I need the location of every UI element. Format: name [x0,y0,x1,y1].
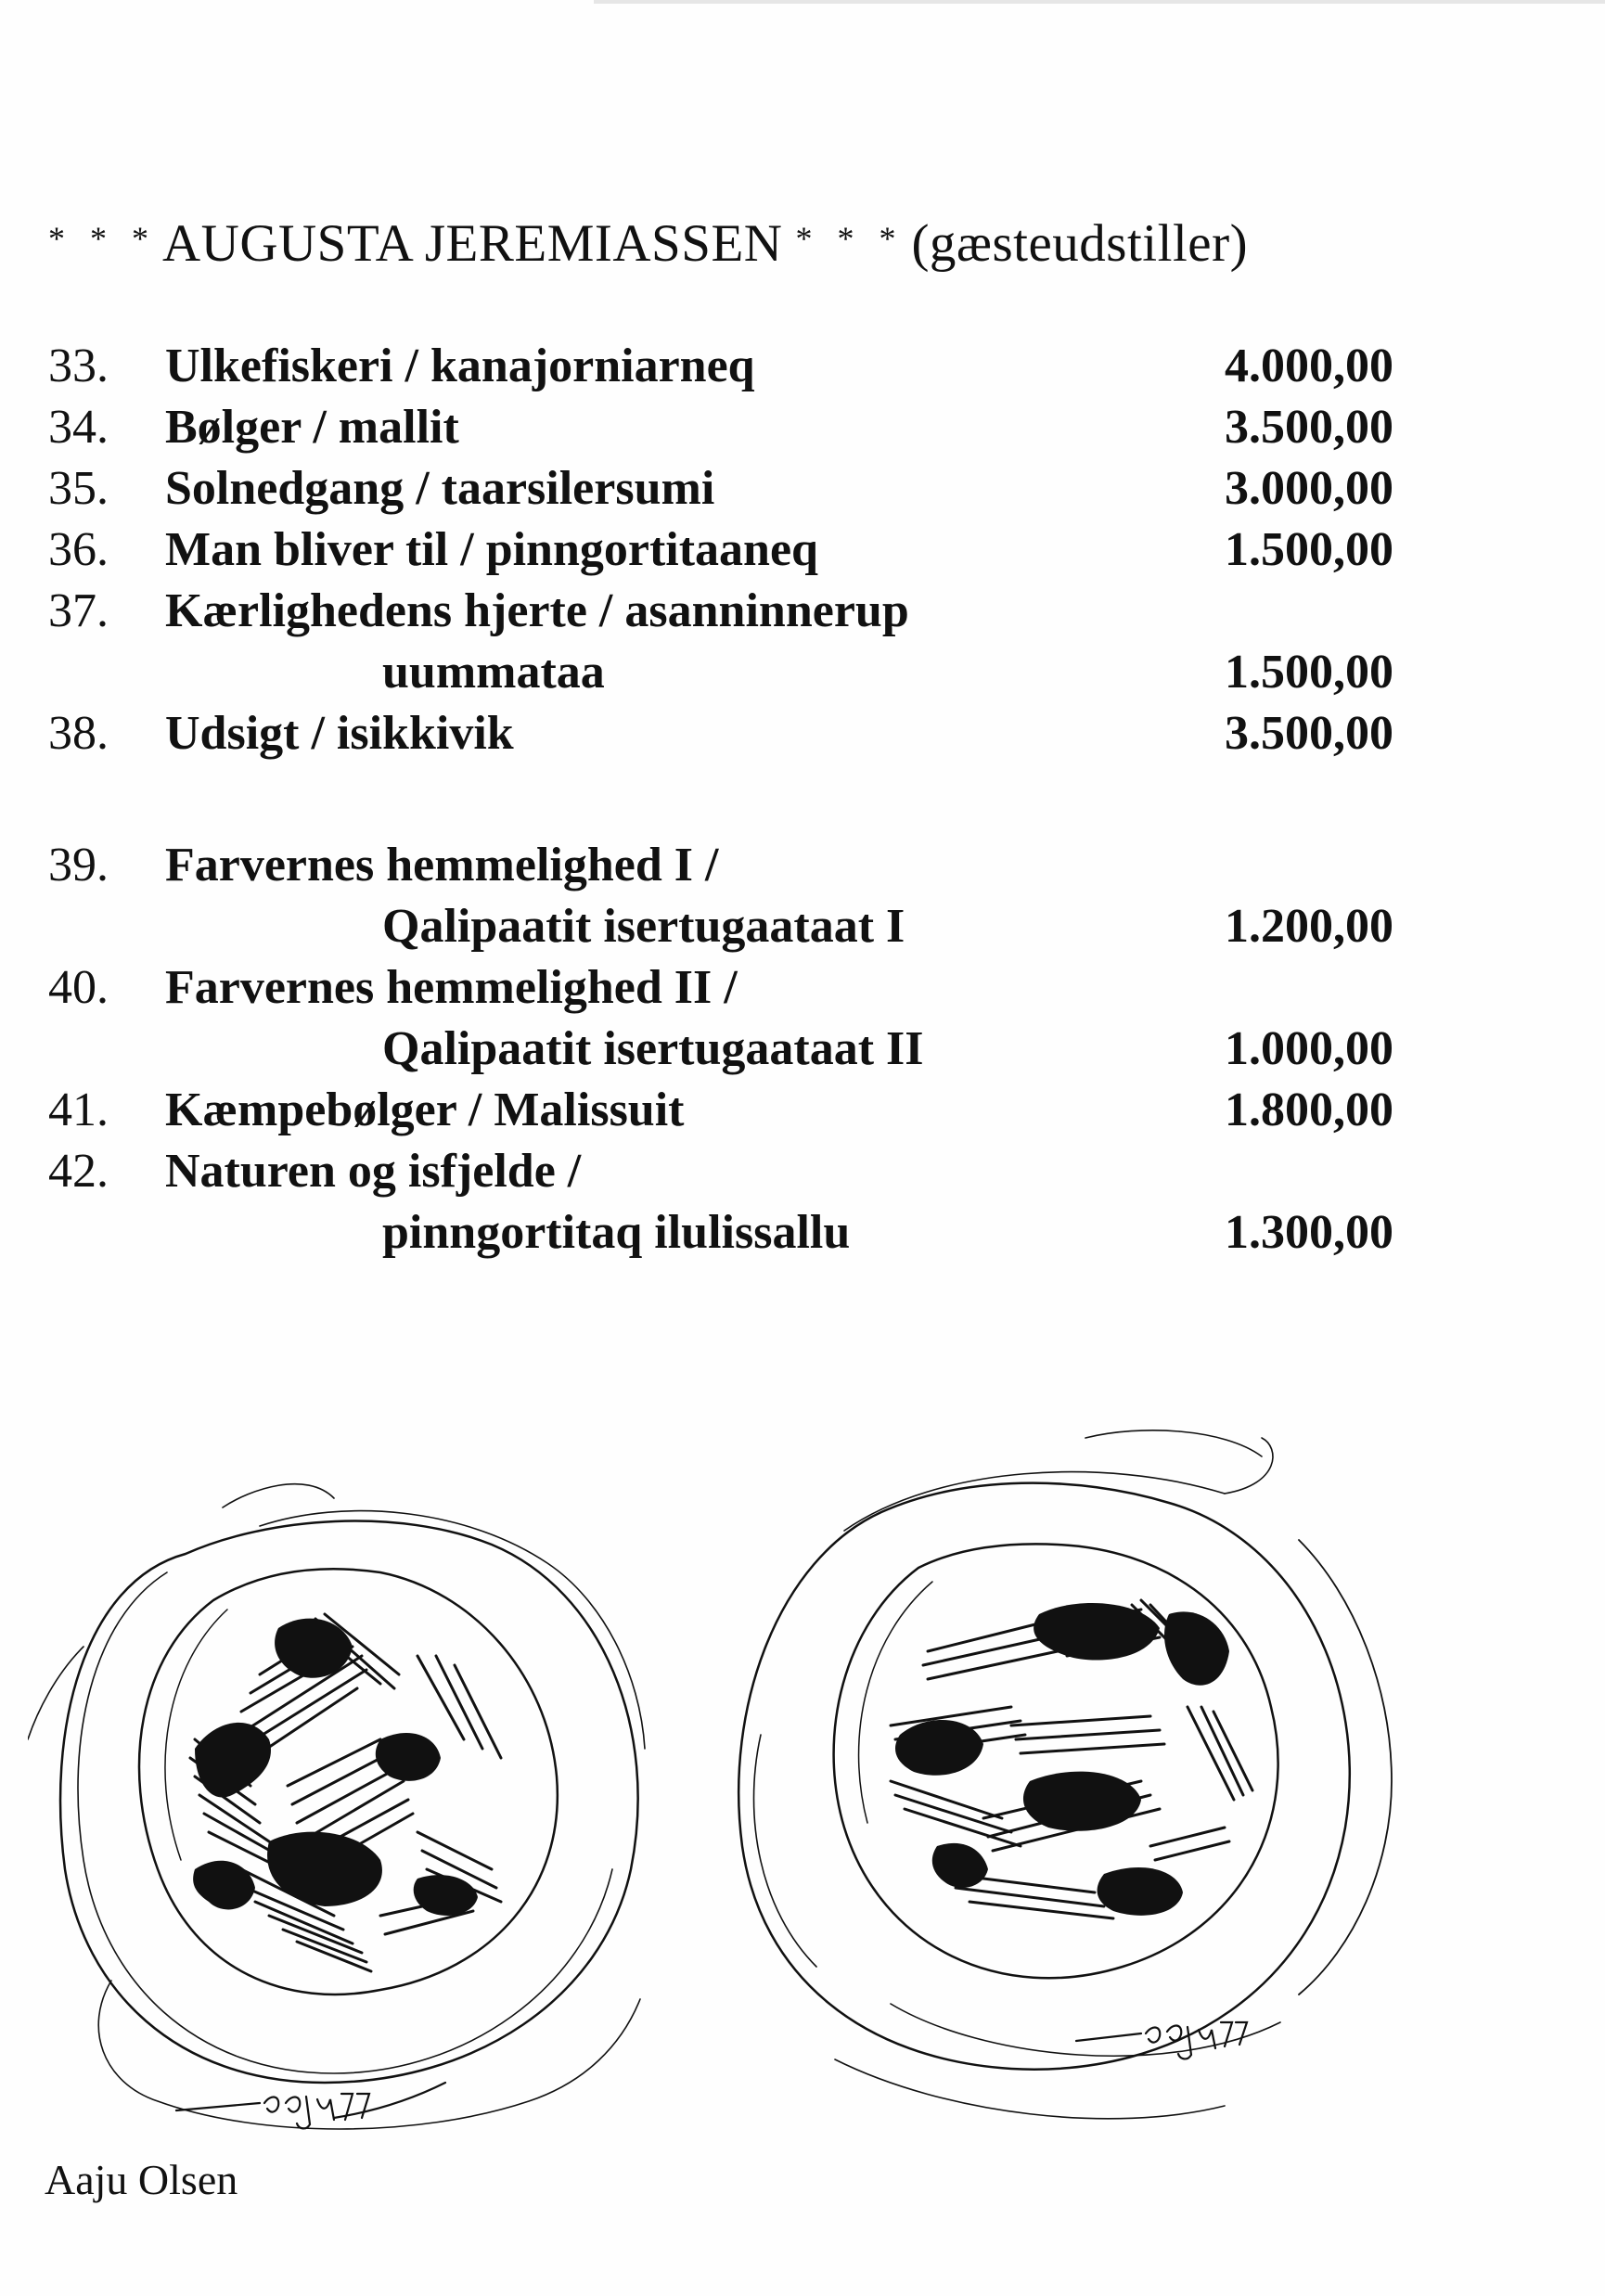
item-price: 3.000,00 [1225,462,1393,515]
list-item-continuation [0,896,1605,957]
item-number: 37. [48,584,109,637]
heading-stars-left: * * * [48,220,157,257]
item-title-continuation: pinngortitaq ilulissallu [382,1206,851,1259]
item-number: 41. [48,1084,109,1136]
item-title: Farvernes hemmelighed II / [165,961,738,1014]
pen-drawing-right [705,1429,1429,2143]
list-item [0,397,1605,458]
pen-drawing-left [28,1433,677,2161]
list-item [0,957,1605,1019]
item-price: 1.300,00 [1225,1206,1393,1259]
artist-caption: Aaju Olsen [45,2156,238,2203]
list-item [0,1141,1605,1202]
item-title: Kæmpebølger / Malissuit [165,1084,685,1136]
item-price: 1.000,00 [1225,1022,1393,1075]
item-title: Udsigt / isikkivik [165,707,514,760]
list-item-continuation [0,642,1605,703]
list-item [0,519,1605,581]
list-item-continuation [0,1202,1605,1263]
item-title: Bølger / mallit [165,401,459,454]
list-item [0,1080,1605,1141]
item-price: 4.000,00 [1225,340,1393,392]
item-title-continuation: Qalipaatit isertugaataat II [382,1022,924,1075]
item-number: 42. [48,1145,109,1198]
artist-heading [48,206,1248,276]
list-item [0,336,1605,397]
hatching [190,1614,501,1971]
item-title: Man bliver til / pinngortitaaneq [165,523,818,576]
top-edge-rule [594,0,1605,4]
item-number: 35. [48,462,109,515]
item-title: Ulkefiskeri / kanajorniarneq [165,340,755,392]
item-price: 1.200,00 [1225,900,1393,953]
guest-exhibitor-note: (gæsteudstiller) [911,214,1249,273]
item-price: 1.500,00 [1225,646,1393,699]
list-item [0,703,1605,764]
outer-ring [738,1483,1350,2070]
item-price: 3.500,00 [1225,707,1393,760]
item-number: 38. [48,707,109,760]
item-number: 33. [48,340,109,392]
list-item [0,458,1605,519]
item-number: 34. [48,401,109,454]
signature-aaju-left [176,2083,445,2128]
item-price: 1.800,00 [1225,1084,1393,1136]
item-number: 36. [48,523,109,576]
item-title-continuation: Qalipaatit isertugaataat I [382,900,905,953]
item-title: Solnedgang / taarsilersumi [165,462,715,515]
artist-name: AUGUSTA JEREMIASSEN [162,214,783,273]
item-price: 1.500,00 [1225,523,1393,576]
item-title-continuation: uummataa [382,646,605,699]
outer-ring [60,1521,638,2083]
list-item [0,581,1605,642]
list-item-continuation [0,1019,1605,1080]
item-number: 39. [48,839,109,891]
item-title: Kærlighedens hjerte / asanninnerup [165,584,909,637]
item-number: 40. [48,961,109,1014]
list-item [0,835,1605,896]
item-price: 3.500,00 [1225,401,1393,454]
item-title: Naturen og isfjelde / [165,1145,582,1198]
heading-stars-right: * * * [795,220,905,257]
item-title: Farvernes hemmelighed I / [165,839,719,891]
